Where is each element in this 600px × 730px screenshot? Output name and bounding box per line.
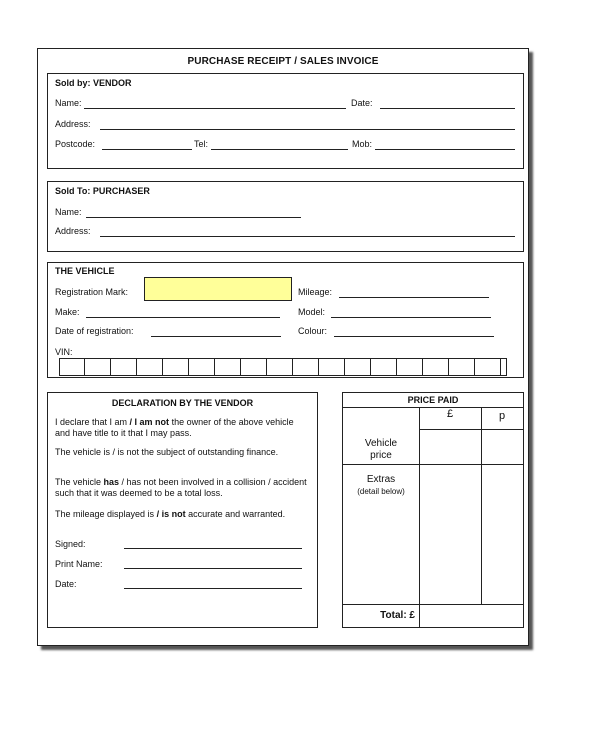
vendor-name-label: Name: bbox=[55, 98, 82, 108]
vendor-address-field[interactable] bbox=[100, 129, 515, 130]
vin-cell[interactable] bbox=[372, 359, 397, 375]
invoice-page bbox=[37, 48, 529, 646]
vehicle-price-label-2: price bbox=[370, 450, 392, 461]
vin-cell[interactable] bbox=[398, 359, 423, 375]
mileage-field[interactable] bbox=[339, 297, 489, 298]
vendor-postcode-field[interactable] bbox=[102, 149, 192, 150]
vin-label: VIN: bbox=[55, 347, 73, 357]
vendor-section bbox=[47, 73, 524, 169]
vin-cell[interactable] bbox=[320, 359, 345, 375]
vin-cell[interactable] bbox=[216, 359, 241, 375]
vin-cell[interactable] bbox=[476, 359, 501, 375]
vin-cell[interactable] bbox=[268, 359, 293, 375]
vendor-date-field[interactable] bbox=[380, 108, 515, 109]
vin-grid bbox=[59, 358, 507, 376]
vin-cell[interactable] bbox=[294, 359, 319, 375]
purchaser-address-field[interactable] bbox=[100, 236, 515, 237]
purchaser-address-label: Address: bbox=[55, 226, 91, 236]
vendor-mob-field[interactable] bbox=[375, 149, 515, 150]
extras-pence-cell[interactable] bbox=[482, 465, 522, 603]
signed-label: Signed: bbox=[55, 539, 86, 549]
vehicle-price-pounds-cell[interactable] bbox=[420, 430, 480, 462]
document-title: PURCHASE RECEIPT / SALES INVOICE bbox=[187, 56, 379, 67]
declaration-finance: The vehicle is / is not the subject of outstanding finance. bbox=[55, 447, 279, 457]
declaration-collision bbox=[55, 477, 310, 499]
vendor-date-label: Date: bbox=[351, 98, 373, 108]
pounds-header: £ bbox=[446, 408, 454, 420]
vendor-mob-label: Mob: bbox=[352, 139, 373, 149]
print-name-label: Print Name: bbox=[55, 559, 103, 569]
model-field[interactable] bbox=[331, 317, 491, 318]
declaration-date-label: Date: bbox=[55, 579, 77, 589]
vendor-address-label: Address: bbox=[55, 119, 91, 129]
declaration-section bbox=[47, 392, 318, 628]
ownership-text-b: / I am not bbox=[129, 417, 170, 427]
vehicle-price-pence-cell[interactable] bbox=[482, 430, 522, 462]
declaration-heading: DECLARATION BY THE VENDOR bbox=[111, 398, 254, 408]
purchaser-heading: Sold To: PURCHASER bbox=[55, 186, 150, 196]
vin-cell[interactable] bbox=[450, 359, 475, 375]
vin-cell[interactable] bbox=[346, 359, 371, 375]
vendor-tel-field[interactable] bbox=[211, 149, 348, 150]
vehicle-price-label-1: Vehicle bbox=[364, 438, 398, 449]
extras-note: (detail below) bbox=[357, 487, 405, 496]
collision-text-c: / has not been involved in a collision / accident such that it was deemed to be a total loss. bbox=[55, 477, 307, 498]
total-label: Total: £ bbox=[380, 610, 415, 621]
vendor-name-field[interactable] bbox=[84, 108, 346, 109]
total-amount-cell[interactable] bbox=[420, 605, 522, 626]
vendor-postcode-label: Postcode: bbox=[55, 139, 96, 149]
vin-cell[interactable] bbox=[86, 359, 111, 375]
make-label: Make: bbox=[55, 307, 80, 317]
print-name-field[interactable] bbox=[124, 568, 302, 569]
mileage-text-a: The mileage displayed is bbox=[55, 509, 157, 519]
ownership-text-a: I declare that I am bbox=[55, 417, 130, 427]
declaration-ownership bbox=[55, 417, 310, 439]
registration-mark-input[interactable] bbox=[144, 277, 292, 301]
registration-mark-label: Registration Mark: bbox=[55, 287, 129, 297]
vendor-tel-label: Tel: bbox=[194, 139, 209, 149]
price-heading: PRICE PAID bbox=[407, 395, 459, 405]
vin-cell[interactable] bbox=[138, 359, 163, 375]
declaration-mileage bbox=[55, 509, 310, 520]
mileage-text-c: accurate and warranted. bbox=[185, 509, 286, 519]
collision-text-a: The vehicle bbox=[55, 477, 104, 487]
extras-label: Extras bbox=[366, 474, 396, 485]
date-of-registration-label: Date of registration: bbox=[55, 326, 134, 336]
pence-header: p bbox=[498, 410, 506, 422]
colour-field[interactable] bbox=[334, 336, 494, 337]
vin-cell[interactable] bbox=[242, 359, 267, 375]
date-of-registration-field[interactable] bbox=[151, 336, 281, 337]
price-paid-section bbox=[342, 392, 524, 628]
purchaser-name-label: Name: bbox=[55, 207, 82, 217]
vin-cell[interactable] bbox=[112, 359, 137, 375]
vin-cell[interactable] bbox=[502, 359, 507, 375]
extras-pounds-cell[interactable] bbox=[420, 465, 480, 603]
colour-label: Colour: bbox=[298, 326, 328, 336]
make-field[interactable] bbox=[86, 317, 280, 318]
purchaser-section bbox=[47, 181, 524, 252]
collision-text-b: has bbox=[103, 477, 120, 487]
vin-cell[interactable] bbox=[190, 359, 215, 375]
declaration-date-field[interactable] bbox=[124, 588, 302, 589]
vin-cell[interactable] bbox=[164, 359, 189, 375]
vin-cell[interactable] bbox=[424, 359, 449, 375]
vehicle-heading: THE VEHICLE bbox=[55, 266, 115, 276]
vendor-heading: Sold by: VENDOR bbox=[55, 78, 132, 88]
vehicle-section bbox=[47, 262, 524, 378]
vin-cell[interactable] bbox=[60, 359, 85, 375]
mileage-label: Mileage: bbox=[298, 287, 333, 297]
mileage-text-b: / is not bbox=[156, 509, 186, 519]
purchaser-name-field[interactable] bbox=[86, 217, 301, 218]
signed-field[interactable] bbox=[124, 548, 302, 549]
price-header-divider bbox=[343, 407, 523, 408]
model-label: Model: bbox=[298, 307, 326, 317]
ownership-text-c: the owner of the above vehicle and have title to it that I may pass. bbox=[55, 417, 294, 438]
